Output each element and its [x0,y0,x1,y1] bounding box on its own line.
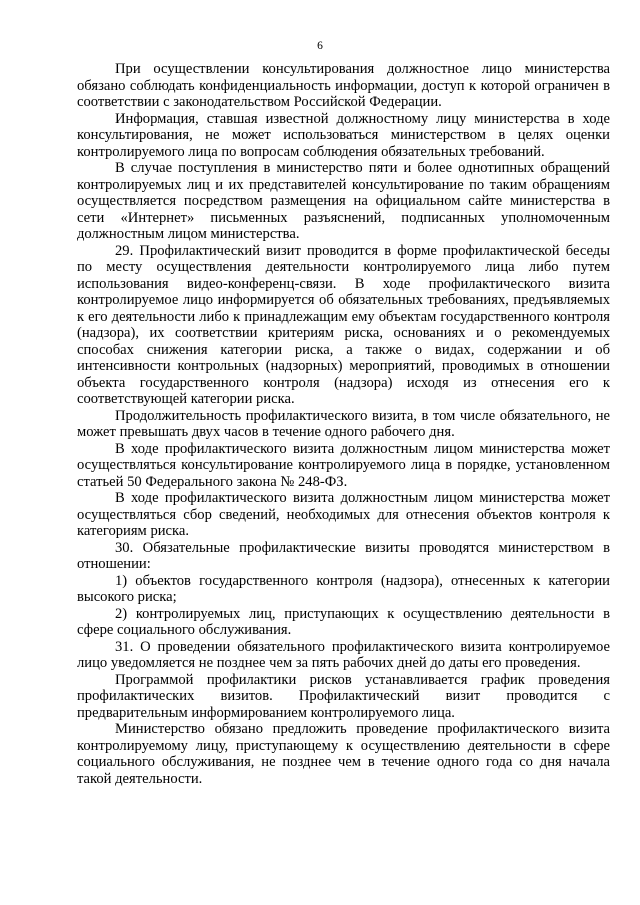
page-number: 6 [317,40,323,52]
list-item: 2) контролируемых лиц, приступающих к осуществлению деятельности в сфере социального обслуживания. [77,605,610,638]
paragraph: Программой профилактики рисков устанавливается график проведения профилактических визитов. Профилактический визит проводится с предварительным информированием контролируемого лица. [77,671,610,721]
paragraph: Продолжительность профилактического визита, в том числе обязательного, не может превышать двух часов в течение одного рабочего дня. [77,407,610,440]
paragraph: Информация, ставшая известной должностному лицу министерства в ходе консультирования, не может использоваться министерством в целях оценки контролируемого лица по вопросам соблюдения обязательных требований. [77,110,610,160]
paragraph: В случае поступления в министерство пяти и более однотипных обращений контролируемых лиц и их представителей консультирование по таким обращениям осуществляется посредством размещения на официальном сайте министерства в сети «Интернет» письменных разъяснений, подписанных уполномоченным должностным лицом министерства. [77,160,610,242]
paragraph: 31. О проведении обязательного профилактического визита контролируемое лицо уведомляется не позднее чем за пять рабочих дней до даты его проведения. [77,638,610,671]
document-body [77,61,610,787]
paragraph: 29. Профилактический визит проводится в форме профилактической беседы по месту осуществления деятельности контролируемого лица либо путем использования видео-конференц-связи. В ходе профилактического визита контролируемое лицо информируется об обязательных требованиях, предъявляемых к его деятельности либо к принадлежащим ему объектам государственного контроля (надзора), их соответствии критериям риска, основаниях и о рекомендуемых способах снижения категории риска, а также о видах, содержании и об интенсивности контрольных (надзорных) мероприятий, проводимых в отношении объекта государственного контроля (надзора) исходя из отнесения его к соответствующей категории риска. [77,242,610,407]
paragraph: При осуществлении консультирования должностное лицо министерства обязано соблюдать конфиденциальность информации, доступ к которой ограничен в соответствии с законодательством Российской Федерации. [77,61,610,110]
paragraph: В ходе профилактического визита должностным лицом министерства может осуществляться консультирование контролируемого лица в порядке, установленном статьей 50 Федерального закона № 248-ФЗ. [77,440,610,490]
paragraph: 30. Обязательные профилактические визиты проводятся министерством в отношении: [77,539,610,572]
paragraph: Министерство обязано предложить проведение профилактического визита контролируемому лицу, приступающему к осуществлению деятельности в сфере социального обслуживания, не позднее чем в течение одного года со дня начала такой деятельности. [77,721,610,787]
paragraph: В ходе профилактического визита должностным лицом министерства может осуществляться сбор сведений, необходимых для отнесения объектов контроля к категориям риска. [77,490,610,539]
list-item: 1) объектов государственного контроля (надзора), отнесенных к категории высокого риска; [77,572,610,605]
